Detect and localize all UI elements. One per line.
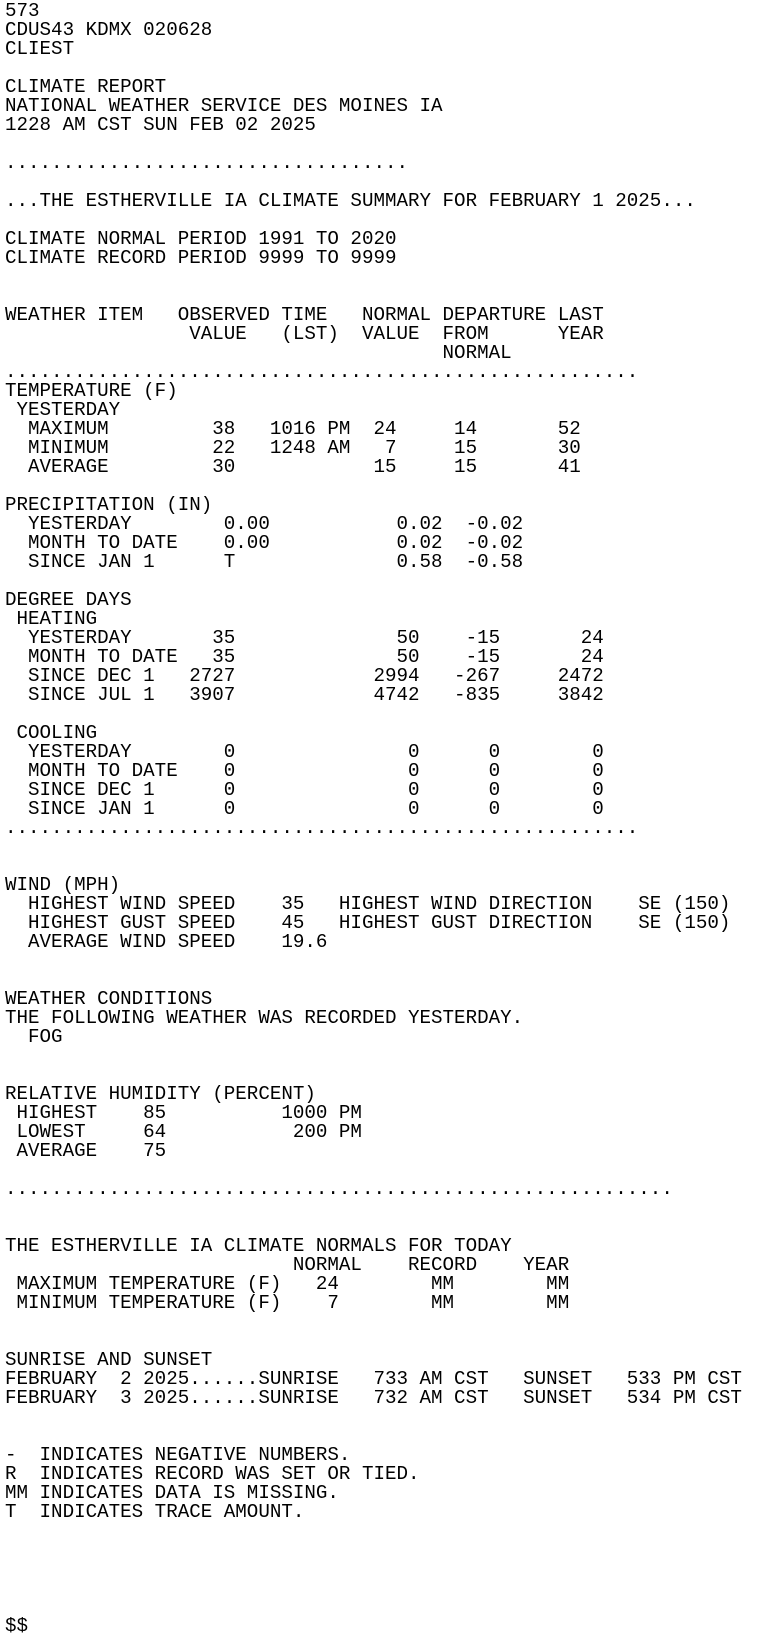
report-line: AVERAGE 30 15 15 41 <box>5 456 581 478</box>
report-line: SUNRISE AND SUNSET <box>5 1349 213 1371</box>
report-line: THE FOLLOWING WEATHER WAS RECORDED YESTERDAY. <box>5 1007 524 1029</box>
report-line: NATIONAL WEATHER SERVICE DES MOINES IA <box>5 95 443 117</box>
report-line: SINCE JAN 1 T 0.58 -0.58 <box>5 551 524 573</box>
report-line <box>5 1541 778 1560</box>
report-line: YESTERDAY 35 50 -15 24 <box>5 627 604 649</box>
report-line: CLIMATE RECORD PERIOD 9999 TO 9999 <box>5 247 397 269</box>
report-line <box>5 857 778 876</box>
report-line <box>5 705 778 724</box>
report-line: ....................................................... <box>5 361 639 383</box>
report-line: FOG <box>5 1026 63 1048</box>
report-line: CDUS43 KDMX 020628 <box>5 19 213 41</box>
report-line: COOLING <box>5 722 98 744</box>
report-line: CLIMATE NORMAL PERIOD 1991 TO 2020 <box>5 228 397 250</box>
report-line: LOWEST 64 200 PM <box>5 1121 362 1143</box>
report-line: THE ESTHERVILLE IA CLIMATE NORMALS FOR TODAY <box>5 1235 512 1257</box>
report-line: CLIMATE REPORT <box>5 76 167 98</box>
report-line <box>5 952 778 971</box>
report-line: MAXIMUM 38 1016 PM 24 14 52 <box>5 418 581 440</box>
report-line: AVERAGE 75 <box>5 1140 167 1162</box>
report-line: YESTERDAY 0 0 0 0 <box>5 741 604 763</box>
report-line: MINIMUM 22 1248 AM 7 15 30 <box>5 437 581 459</box>
report-line: TEMPERATURE (F) <box>5 380 178 402</box>
report-line: - INDICATES NEGATIVE NUMBERS. <box>5 1444 351 1466</box>
report-line: T INDICATES TRACE AMOUNT. <box>5 1501 305 1523</box>
report-line: FEBRUARY 3 2025......SUNRISE 732 AM CST SUNSET 534 PM CST <box>5 1387 742 1409</box>
report-line: PRECIPITATION (IN) <box>5 494 213 516</box>
report-line: FEBRUARY 2 2025......SUNRISE 733 AM CST SUNSET 533 PM CST <box>5 1368 742 1390</box>
report-line: SINCE DEC 1 0 0 0 0 <box>5 779 604 801</box>
report-line: RELATIVE HUMIDITY (PERCENT) <box>5 1083 316 1105</box>
report-line <box>5 1522 778 1541</box>
report-line: MINIMUM TEMPERATURE (F) 7 MM MM <box>5 1292 570 1314</box>
report-line <box>5 1408 778 1427</box>
report-line <box>5 838 778 857</box>
report-line: HEATING <box>5 608 98 630</box>
report-line: WEATHER ITEM OBSERVED TIME NORMAL DEPARTURE LAST <box>5 304 604 326</box>
report-line: HIGHEST 85 1000 PM <box>5 1102 362 1124</box>
report-line: AVERAGE WIND SPEED 19.6 <box>5 931 328 953</box>
report-line <box>5 1598 778 1617</box>
report-line: YESTERDAY 0.00 0.02 -0.02 <box>5 513 524 535</box>
report-line: 573 <box>5 0 40 22</box>
report-line <box>5 268 778 287</box>
report-line <box>5 1313 778 1332</box>
report-line: ...THE ESTHERVILLE IA CLIMATE SUMMARY FOR FEBRUARY 1 2025... <box>5 190 696 212</box>
report-line: NORMAL RECORD YEAR <box>5 1254 570 1276</box>
report-line: WEATHER CONDITIONS <box>5 988 213 1010</box>
report-line: DEGREE DAYS <box>5 589 132 611</box>
report-line: WIND (MPH) <box>5 874 121 896</box>
report-line: MAXIMUM TEMPERATURE (F) 24 MM MM <box>5 1273 570 1295</box>
report-line: 1228 AM CST SUN FEB 02 2025 <box>5 114 316 136</box>
report-line: HIGHEST GUST SPEED 45 HIGHEST GUST DIRECTION SE (150) <box>5 912 731 934</box>
report-line: MONTH TO DATE 35 50 -15 24 <box>5 646 604 668</box>
report-line <box>5 1199 778 1218</box>
report-line: SINCE DEC 1 2727 2994 -267 2472 <box>5 665 604 687</box>
report-line: R INDICATES RECORD WAS SET OR TIED. <box>5 1463 420 1485</box>
report-line: MONTH TO DATE 0 0 0 0 <box>5 760 604 782</box>
report-line <box>5 1579 778 1598</box>
report-line: ....................................................... <box>5 817 639 839</box>
report-line <box>5 1047 778 1066</box>
report-line: VALUE (LST) VALUE FROM YEAR <box>5 323 604 345</box>
report-line: ................................... <box>5 152 409 174</box>
report-line: MM INDICATES DATA IS MISSING. <box>5 1482 339 1504</box>
report-line: CLIEST <box>5 38 75 60</box>
report-line: $$ <box>5 1615 29 1637</box>
report-line: NORMAL <box>5 342 512 364</box>
report-line: YESTERDAY <box>5 399 121 421</box>
report-line: SINCE JAN 1 0 0 0 0 <box>5 798 604 820</box>
report-line: HIGHEST WIND SPEED 35 HIGHEST WIND DIRECTION SE (150) <box>5 893 731 915</box>
report-line: .......................................................... <box>5 1178 673 1200</box>
report-line: MONTH TO DATE 0.00 0.02 -0.02 <box>5 532 524 554</box>
report-line <box>5 1560 778 1579</box>
report-line: SINCE JUL 1 3907 4742 -835 3842 <box>5 684 604 706</box>
